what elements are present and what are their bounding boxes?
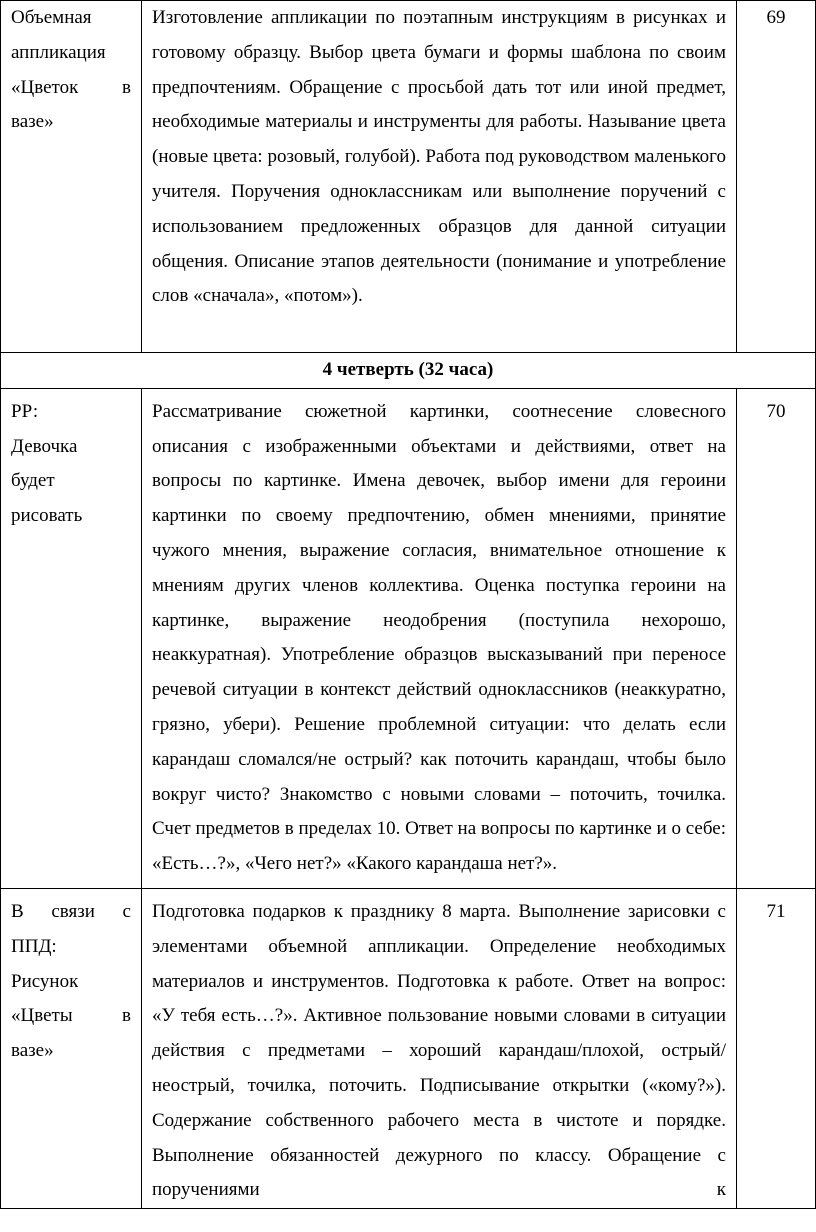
table-row — [1, 888, 816, 1208]
topic-line: Рисунок — [11, 970, 79, 992]
topic-cell — [1, 388, 142, 888]
lesson-number: 71 — [737, 888, 816, 1208]
table-row — [1, 1, 816, 353]
content-cell: Подготовка подарков к празднику 8 марта. Выполнение зарисовки с элементами объемной аппликации. Определение необходимых материалов и инструментов. Подготовка к работе. Ответ на вопрос: «У тебя есть…?». Активное пользование новыми словами в ситуации действия с предметами – хороший карандаш/плохой, острый/неострый, точилка, поточить. Подписывание открытки («кому?»). Содержание собственного рабочего места в чистоте и порядке. Выполнение обязанностей дежурного по классу. Обращение с поручениями к — [142, 888, 737, 1208]
lesson-number: 69 — [737, 1, 816, 353]
quarter-row — [1, 353, 816, 389]
topic-line: Объемная — [11, 7, 92, 28]
topic-cell — [1, 1, 142, 353]
topic-line: будет — [11, 470, 55, 492]
topic-line: аппликация — [11, 41, 106, 63]
topic-line: РР: — [11, 400, 39, 422]
content-cell: Изготовление аппликации по поэтапным инструкциям в рисунках и готовому образцу. Выбор цвета бумаги и формы шаблона по своим предпочтениям. Обращение с просьбой дать тот или иной предмет, необходимые материалы и инструменты для работы. Называние цвета (новые цвета: розовый, голубой). Работа под руководством маленького учителя. Поручения одноклассникам или выполнение поручений с использованием предложенных образцов для данной ситуации общения. Описание этапов деятельности (понимание и употребление слов «сначала», «потом»). — [142, 1, 737, 353]
topic-line: Девочка — [11, 435, 78, 457]
quarter-heading: 4 четверть (32 часа) — [1, 353, 816, 389]
topic-line: вазе» — [11, 1040, 54, 1062]
topic-line: «Цветы в — [11, 1005, 131, 1027]
content-cell: Рассматривание сюжетной картинки, соотнесение словесного описания с изображенными объектами и действиями, ответ на вопросы по картинке. Имена девочек, выбор имени для героини картинки по своему предпочтению, обмен мнениями, принятие чужого мнения, выражение согласия, внимательное отношение к мнениям других членов коллектива. Оценка поступка героини на картинке, выражение неодобрения (поступила нехорошо, неаккуратная). Употребление образцов высказываний при переносе речевой ситуации в контекст действий одноклассников (неаккуратно, грязно, убери). Решение проблемной ситуации: что делать если карандаш сломался/не острый? как поточить карандаш, чтобы было вокруг чисто? Знакомство с новыми словами – поточить, точилка. Счет предметов в пределах 10. Ответ на вопросы по картинке и о себе: «Есть…?», «Чего нет?» «Какого карандаша нет?». — [142, 388, 737, 888]
topic-line: рисовать — [11, 505, 83, 527]
topic-line: вазе» — [11, 111, 54, 133]
topic-line: В связи с — [11, 900, 131, 922]
topic-line: «Цветок в — [11, 76, 131, 98]
topic-cell — [1, 888, 142, 1208]
table-row — [1, 388, 816, 888]
lesson-number: 70 — [737, 388, 816, 888]
topic-line: ППД: — [11, 935, 57, 957]
